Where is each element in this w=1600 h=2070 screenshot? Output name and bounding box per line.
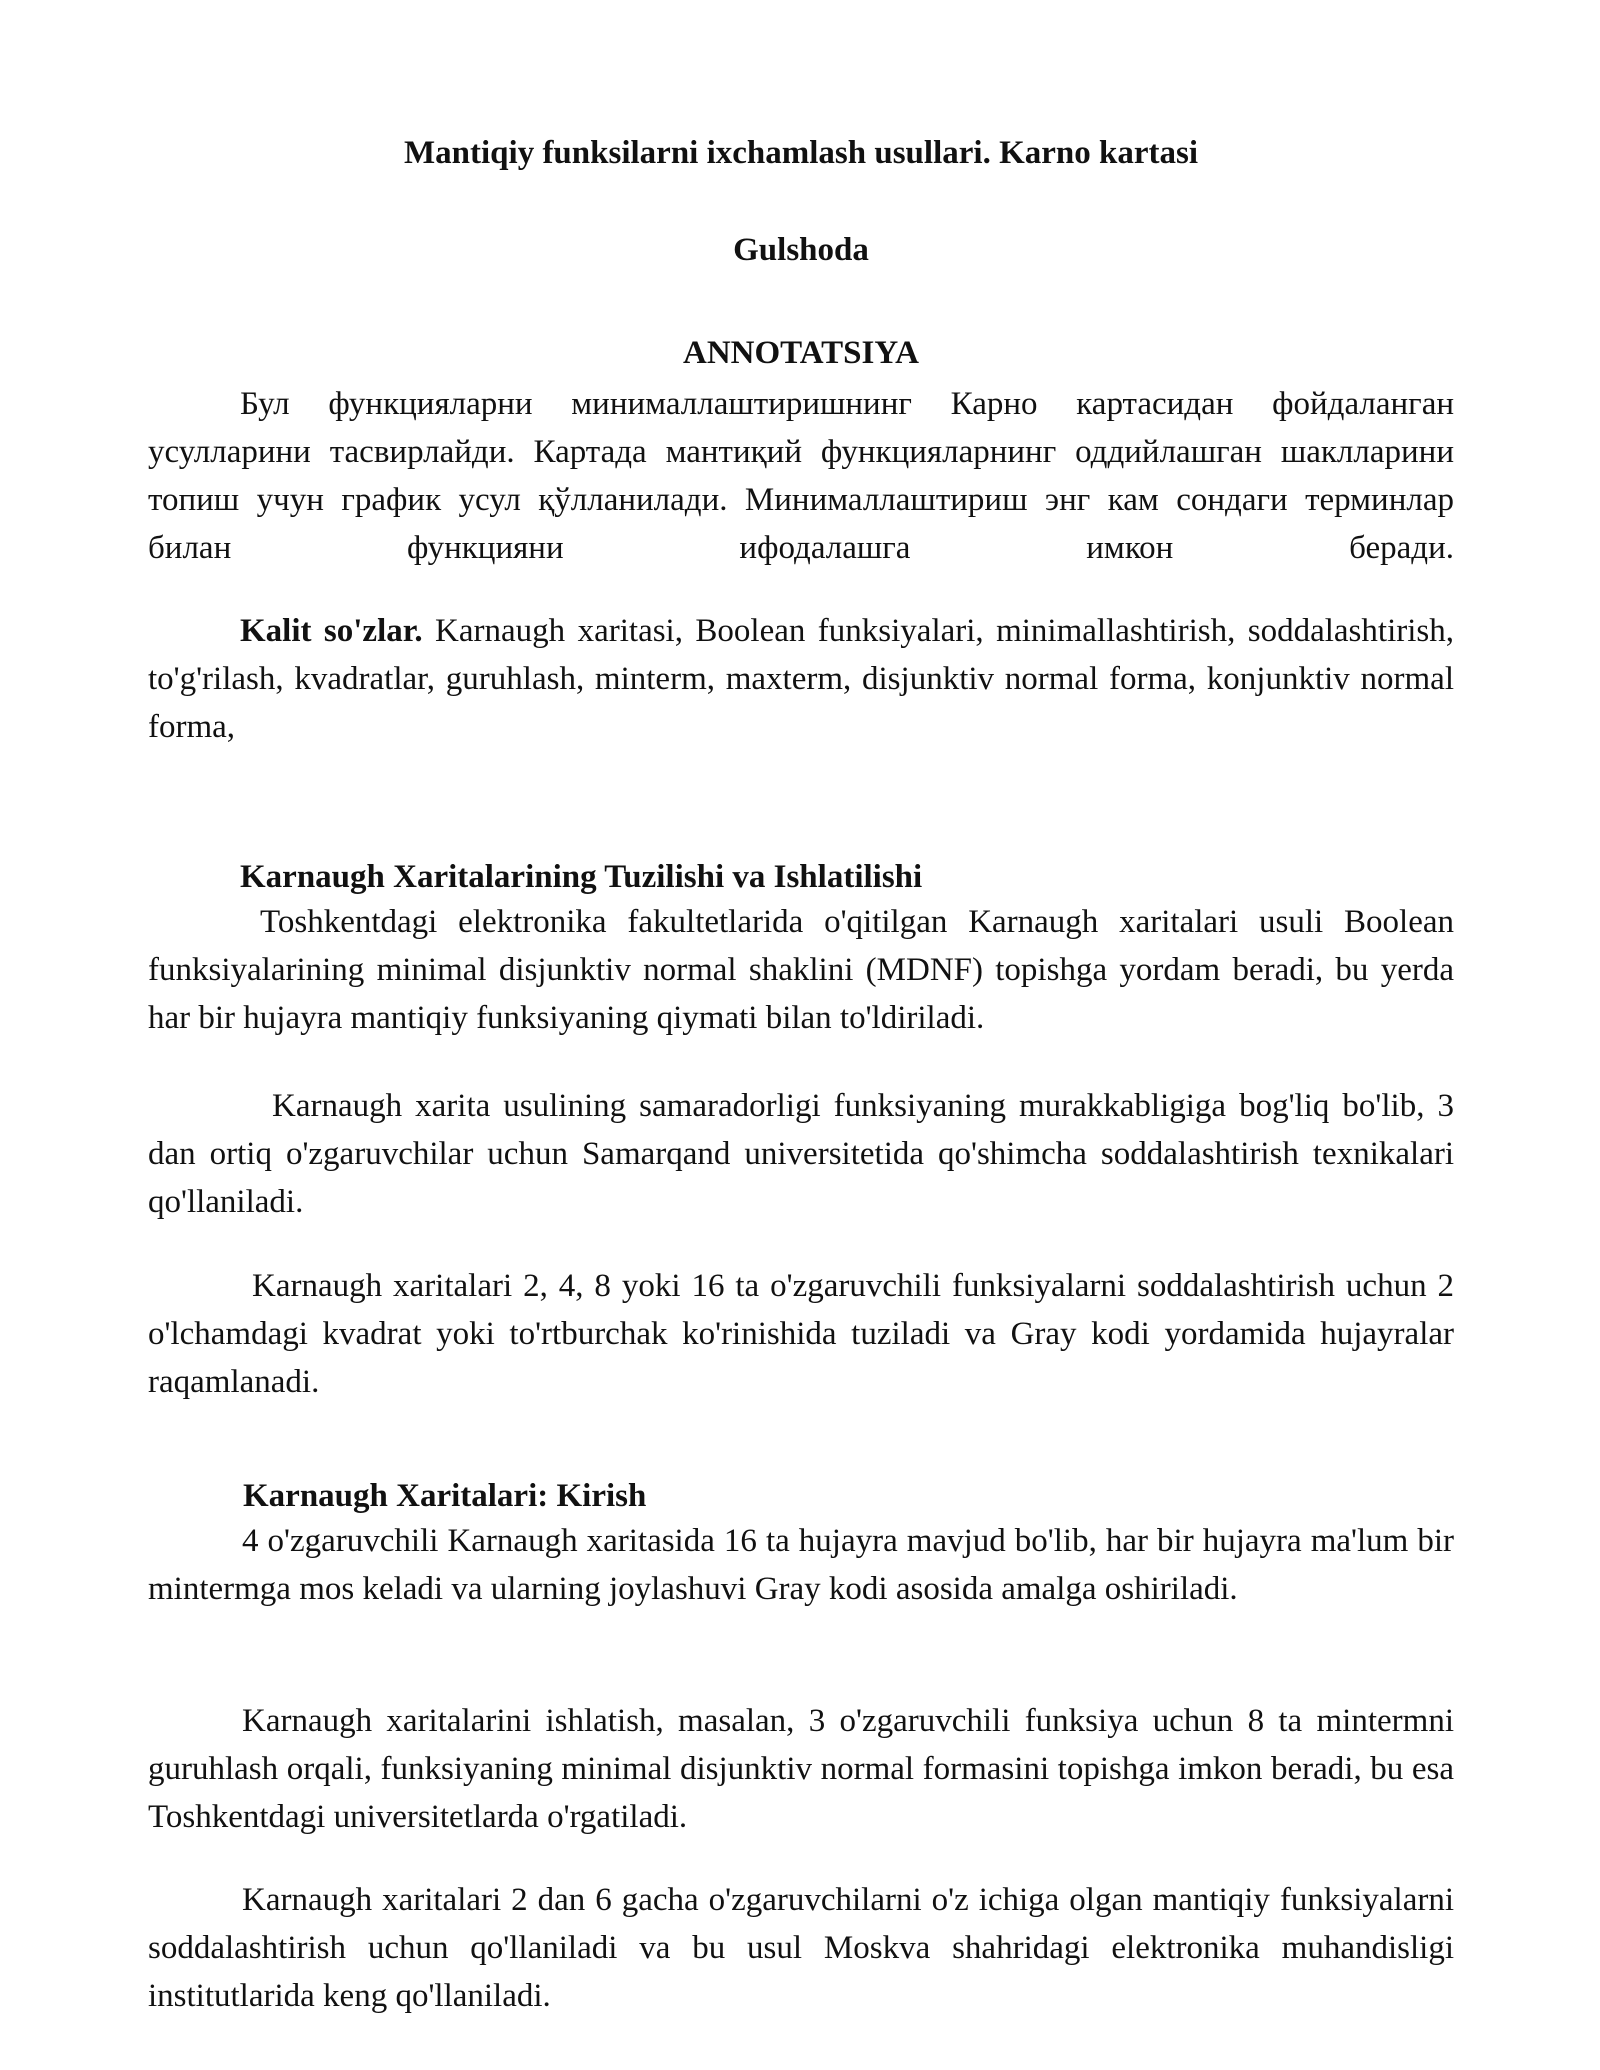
section1-paragraph-2: Karnaugh xarita usulining samaradorligi funksiyaning murakkabligiga bog'liq bo'lib, 3 dan ortiq o'zgaruvchilar uchun Samarqand universitetida qo'shimcha soddalashtirish texnikalari qo'llaniladi. bbox=[148, 1088, 1454, 1220]
keywords-text: Karnaugh xaritasi, Boolean funksiyalari, minimallashtirish, soddalashtirish, to'g'rilash, kvadratlar, guruhlash, minterm, maxterm, disjunktiv normal forma, konjunktiv normal forma, bbox=[148, 613, 1454, 745]
author-name: Gulshoda bbox=[733, 232, 869, 268]
annotation-text: Бул функцияларни минималлаштиришнинг Карно картасидан фойдаланган усулларини тасвирлайди. Картада мантиқий функцияларнинг оддийлашган шаклларини топиш учун график усул қўлланилади. Минималлаштириш энг кам сондаги терминлар билан функцияни ифодалашга имкон беради. bbox=[148, 386, 1454, 566]
document-title: Mantiqiy funksilarni ixchamlash usullari. Karno kartasi bbox=[404, 135, 1198, 171]
annotation-heading: ANNOTATSIYA bbox=[683, 335, 919, 371]
keywords-paragraph bbox=[148, 607, 1454, 751]
section1-paragraph-3: Karnaugh xaritalari 2, 4, 8 yoki 16 ta o'zgaruvchili funksiyalarni soddalashtirish uchun 2 o'lchamdagi kvadrat yoki to'rtburchak ko'rinishida tuziladi va Gray kodi yordamida hujayralar raqamlanadi. bbox=[148, 1268, 1454, 1400]
section2-heading: Karnaugh Xaritalari: Kirish bbox=[243, 1478, 647, 1514]
section1-paragraph-1: Toshkentdagi elektronika fakultetlarida o'qitilgan Karnaugh xaritalari usuli Boolean funksiyalarining minimal disjunktiv normal shaklini (MDNF) topishga yordam beradi, bu yerda har bir hujayra mantiqiy funksiyaning qiymati bilan to'ldiriladi. bbox=[148, 904, 1454, 1036]
section2-paragraph-1: 4 o'zgaruvchili Karnaugh xaritasida 16 ta hujayra mavjud bo'lib, har bir hujayra ma'lum bir mintermga mos keladi va ularning joylashuvi Gray kodi asosida amalga oshiriladi. bbox=[148, 1523, 1454, 1607]
section2-paragraph-2: Karnaugh xaritalarini ishlatish, masalan, 3 o'zgaruvchili funksiya uchun 8 ta mintermni guruhlash orqali, funksiyaning minimal disjunktiv normal formasini topishga imkon beradi, bu esa Toshkentdagi universitetlarda o'rgatiladi. bbox=[148, 1703, 1454, 1835]
keywords-label: Kalit so'zlar. bbox=[240, 613, 423, 649]
section2-paragraph-3: Karnaugh xaritalari 2 dan 6 gacha o'zgaruvchilarni o'z ichiga olgan mantiqiy funksiyalarni soddalashtirish uchun qo'llaniladi va bu usul Moskva shahridagi elektronika muhandisligi institutlarida keng qo'llaniladi. bbox=[148, 1882, 1454, 2014]
section1-heading: Karnaugh Xaritalarining Tuzilishi va Ishlatilishi bbox=[240, 859, 923, 895]
